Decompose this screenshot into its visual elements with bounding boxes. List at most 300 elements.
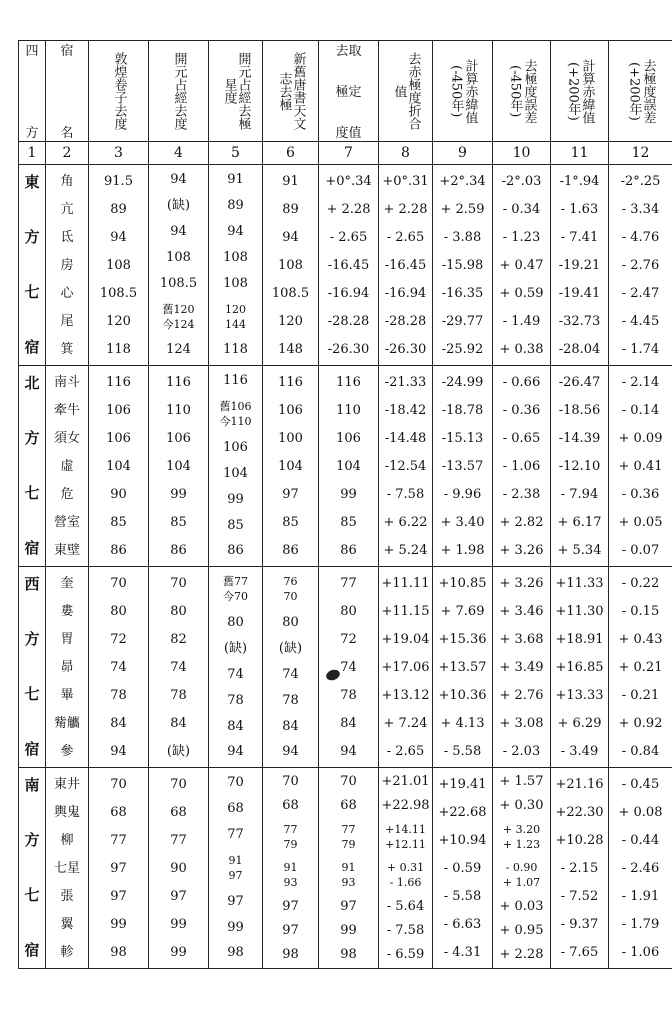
value-line: +12.11 xyxy=(385,837,426,851)
value: -18.42 xyxy=(384,402,427,418)
value: + 3.49 xyxy=(499,659,544,675)
value: + 0.21 xyxy=(618,659,663,675)
value: -2°.03 xyxy=(501,173,542,189)
value: 78 xyxy=(340,687,357,703)
value-line: 120 xyxy=(225,302,246,316)
value: - 0.36 xyxy=(621,486,660,502)
lodge-name: 南斗 xyxy=(53,374,80,390)
value: + 3.08 xyxy=(499,715,544,731)
value: 85 xyxy=(282,514,299,530)
value: 85 xyxy=(227,517,244,533)
value: 70 xyxy=(170,575,187,591)
value: - 6.63 xyxy=(443,916,482,932)
value: +22.68 xyxy=(438,804,487,820)
lodge-group-row xyxy=(19,366,672,567)
value: 110 xyxy=(336,402,361,418)
value: 99 xyxy=(170,486,187,502)
value: + 0.47 xyxy=(499,257,544,273)
lodge-name: 輿鬼 xyxy=(53,804,80,820)
value: 108 xyxy=(278,257,303,273)
value: - 3.88 xyxy=(443,229,482,245)
value: 74 xyxy=(340,659,357,675)
value: 94 xyxy=(282,229,299,245)
column-number: 8 xyxy=(379,142,433,165)
header-col-6 xyxy=(263,41,319,142)
value-line: 今124 xyxy=(162,317,195,331)
value: 98 xyxy=(340,946,357,962)
value: 74 xyxy=(170,659,187,675)
value: 106 xyxy=(223,440,248,456)
value: + 0.92 xyxy=(618,715,663,731)
value: 108.5 xyxy=(99,285,138,301)
value: 108 xyxy=(106,257,131,273)
cell-c3 xyxy=(89,768,149,969)
value: 90 xyxy=(170,860,187,876)
value: + 3.68 xyxy=(499,631,544,647)
value xyxy=(263,822,318,852)
value xyxy=(209,574,262,604)
cell-c8 xyxy=(379,768,433,969)
value: -32.73 xyxy=(558,313,601,329)
value: - 4.76 xyxy=(621,229,660,245)
value-line: 79 xyxy=(341,837,356,851)
value: 89 xyxy=(110,201,127,217)
value: 104 xyxy=(106,458,131,474)
value: 85 xyxy=(110,514,127,530)
header-label-top: 去取 xyxy=(335,44,362,59)
value: 120 xyxy=(106,313,131,329)
value: - 0.22 xyxy=(621,575,660,591)
lodge-name: 營室 xyxy=(53,514,80,530)
value: - 3.49 xyxy=(560,743,599,759)
cell-c8 xyxy=(379,567,433,768)
value: 68 xyxy=(340,798,357,814)
cell-c9 xyxy=(433,366,493,567)
value: + 4.13 xyxy=(440,715,485,731)
value-line: 91 xyxy=(228,853,243,867)
value-line: 93 xyxy=(283,876,298,890)
value: - 1.63 xyxy=(560,201,599,217)
column-number: 9 xyxy=(433,142,493,165)
value: 80 xyxy=(170,603,187,619)
column-number: 4 xyxy=(149,142,209,165)
value xyxy=(319,860,378,890)
cell-c5 xyxy=(209,567,263,768)
lodge-name: 婁 xyxy=(60,603,74,619)
value-line: 91 xyxy=(341,861,356,875)
lodge-name: 危 xyxy=(60,486,74,502)
value: +11.30 xyxy=(555,603,604,619)
star-table xyxy=(18,40,672,969)
header-label: 去極度誤差(-450年) xyxy=(507,58,537,124)
header-label: 開元占經去極星度 xyxy=(221,52,251,130)
value: 94 xyxy=(282,744,299,760)
value-line: 今70 xyxy=(223,590,248,604)
value: + 0.59 xyxy=(499,285,544,301)
value: (缺) xyxy=(166,743,191,759)
value xyxy=(149,302,208,332)
lodge-name: 亢 xyxy=(60,201,74,217)
header-label-bottom: 名 xyxy=(60,126,74,141)
value: + 3.26 xyxy=(499,575,544,591)
value: -21.33 xyxy=(384,374,427,390)
value-line: - 1.66 xyxy=(389,876,422,890)
value: 72 xyxy=(340,631,357,647)
column-number: 7 xyxy=(319,142,379,165)
value: - 5.64 xyxy=(386,899,425,915)
value: 99 xyxy=(170,944,187,960)
lodge-name: 牽牛 xyxy=(53,402,80,418)
value: 77 xyxy=(170,832,187,848)
cell-c12 xyxy=(609,366,672,567)
value: +13.33 xyxy=(555,687,604,703)
value: + 5.34 xyxy=(557,542,602,558)
header-col-8 xyxy=(379,41,433,142)
value: 108 xyxy=(223,249,248,265)
column-number: 10 xyxy=(493,142,551,165)
value: -29.77 xyxy=(441,313,484,329)
header-label: 敦煌卷子去度 xyxy=(111,52,127,130)
value: -26.47 xyxy=(558,374,601,390)
header-label-mid: 極定 xyxy=(335,85,362,100)
header-col-7 xyxy=(319,41,379,142)
value: 90 xyxy=(110,486,127,502)
value: +0°.31 xyxy=(382,173,429,189)
value xyxy=(319,822,378,852)
value: +15.36 xyxy=(438,631,487,647)
cell-c9 xyxy=(433,567,493,768)
value: 106 xyxy=(278,402,303,418)
value: -15.98 xyxy=(441,257,484,273)
cell-names xyxy=(46,165,89,366)
value: + 2.82 xyxy=(499,514,544,530)
value: 70 xyxy=(282,774,299,790)
value: + 3.26 xyxy=(499,542,544,558)
lodge-name: 東壁 xyxy=(53,542,80,558)
header-col-9 xyxy=(433,41,493,142)
direction-char: 七 xyxy=(24,685,40,703)
header-label-top: 宿 xyxy=(60,44,74,59)
direction-char: 七 xyxy=(24,484,40,502)
value: +18.91 xyxy=(555,631,604,647)
value: - 7.94 xyxy=(560,486,599,502)
value-line: 今110 xyxy=(219,415,252,429)
value: + 1.57 xyxy=(499,774,544,790)
value: 94 xyxy=(340,743,357,759)
lodge-name: 角 xyxy=(60,173,74,189)
value: 120 xyxy=(278,313,303,329)
direction-cell xyxy=(19,567,46,768)
header-label-top: 四 xyxy=(25,44,39,59)
value: 91 xyxy=(282,173,299,189)
value: +11.11 xyxy=(381,575,430,591)
value: + 0.38 xyxy=(499,341,544,357)
value: + 2.28 xyxy=(326,201,371,217)
value: 98 xyxy=(110,944,127,960)
value: +13.57 xyxy=(438,659,487,675)
header-col-10 xyxy=(493,41,551,142)
value: 77 xyxy=(110,832,127,848)
value: +17.06 xyxy=(381,659,430,675)
value: +10.85 xyxy=(438,575,487,591)
value xyxy=(209,302,262,332)
cell-c4 xyxy=(149,366,209,567)
value: - 1.49 xyxy=(502,313,541,329)
value: -13.57 xyxy=(441,458,484,474)
value: - 0.45 xyxy=(621,776,660,792)
value: 108.5 xyxy=(159,275,198,291)
value: - 1.06 xyxy=(621,944,660,960)
value: +22.98 xyxy=(381,798,430,814)
column-number: 5 xyxy=(209,142,263,165)
value-line: 舊106 xyxy=(219,400,252,414)
column-number: 3 xyxy=(89,142,149,165)
lodge-name: 東井 xyxy=(53,776,80,792)
value: - 0.44 xyxy=(621,832,660,848)
value: 84 xyxy=(170,715,187,731)
lodge-name: 須女 xyxy=(53,430,80,446)
cell-c3 xyxy=(89,165,149,366)
header-col-3 xyxy=(89,41,149,142)
lodge-name: 昴 xyxy=(60,659,74,675)
cell-c8 xyxy=(379,366,433,567)
value-line: 93 xyxy=(341,876,356,890)
cell-c10 xyxy=(493,366,551,567)
value: +11.15 xyxy=(381,603,430,619)
value: - 0.21 xyxy=(621,687,660,703)
value: + 3.46 xyxy=(499,603,544,619)
header-label: 去赤極度折合值 xyxy=(391,52,421,130)
value: -26.30 xyxy=(327,341,370,357)
cell-c9 xyxy=(433,165,493,366)
header-label-bottom: 度值 xyxy=(335,126,362,141)
value-line: + 0.31 xyxy=(386,861,425,875)
header-col-11 xyxy=(551,41,609,142)
cell-names xyxy=(46,366,89,567)
value: -26.30 xyxy=(384,341,427,357)
value: +22.30 xyxy=(555,804,604,820)
value: 116 xyxy=(223,373,248,389)
lodge-name: 氐 xyxy=(60,229,74,245)
cell-c7 xyxy=(319,366,379,567)
value: - 2.14 xyxy=(621,374,660,390)
column-number: 12 xyxy=(609,142,672,165)
value: 84 xyxy=(282,718,299,734)
value: (缺) xyxy=(166,198,191,214)
value: + 7.69 xyxy=(440,603,485,619)
value: -19.21 xyxy=(558,257,601,273)
value-line: +14.11 xyxy=(385,822,426,836)
column-number: 2 xyxy=(46,142,89,165)
value: - 9.96 xyxy=(443,486,482,502)
lodge-name: 畢 xyxy=(60,687,74,703)
cell-names xyxy=(46,567,89,768)
cell-c6 xyxy=(263,768,319,969)
cell-c7 xyxy=(319,768,379,969)
value-line: 77 xyxy=(341,822,356,836)
value: 94 xyxy=(227,224,244,240)
value: 77 xyxy=(340,575,357,591)
lodge-name: 奎 xyxy=(60,575,74,591)
value: -2°.25 xyxy=(620,173,661,189)
value: 100 xyxy=(278,430,303,446)
value: -1°.94 xyxy=(559,173,600,189)
value: 99 xyxy=(110,916,127,932)
lodge-group-row xyxy=(19,567,672,768)
value xyxy=(263,860,318,890)
header-label: 計算赤緯值(+200年) xyxy=(565,58,595,124)
direction-char: 北 xyxy=(24,374,40,392)
value: - 0.34 xyxy=(502,201,541,217)
value: 94 xyxy=(110,743,127,759)
value: - 7.52 xyxy=(560,888,599,904)
cell-c5 xyxy=(209,165,263,366)
value-line: 79 xyxy=(283,837,298,851)
value: 118 xyxy=(106,341,131,357)
lodge-name: 虛 xyxy=(60,458,74,474)
cell-c10 xyxy=(493,768,551,969)
direction-cell xyxy=(19,768,46,969)
value: 106 xyxy=(106,402,131,418)
value: 74 xyxy=(110,659,127,675)
lodge-name: 柳 xyxy=(60,832,74,848)
cell-c12 xyxy=(609,165,672,366)
value: 78 xyxy=(227,692,244,708)
value: -12.10 xyxy=(558,458,601,474)
value xyxy=(209,853,262,883)
value: 116 xyxy=(336,374,361,390)
cell-c8 xyxy=(379,165,433,366)
value: 72 xyxy=(110,631,127,647)
value: 78 xyxy=(170,687,187,703)
cell-c11 xyxy=(551,768,609,969)
value: 97 xyxy=(110,860,127,876)
value: - 2.46 xyxy=(621,860,660,876)
cell-c4 xyxy=(149,165,209,366)
value: + 0.03 xyxy=(499,899,544,915)
value-line: 144 xyxy=(225,317,246,331)
header-row xyxy=(19,41,672,142)
direction-char: 方 xyxy=(24,630,40,648)
value: + 3.40 xyxy=(440,514,485,530)
value: - 0.66 xyxy=(502,374,541,390)
value-line: 91 xyxy=(283,861,298,875)
lodge-group-row xyxy=(19,165,672,366)
value: - 9.37 xyxy=(560,916,599,932)
value: 98 xyxy=(282,946,299,962)
value: 74 xyxy=(282,666,299,682)
value: 108 xyxy=(223,275,248,291)
value: 104 xyxy=(278,458,303,474)
value-line: 77 xyxy=(283,822,298,836)
direction-char: 西 xyxy=(24,575,40,593)
value: -16.45 xyxy=(384,257,427,273)
value: -18.78 xyxy=(441,402,484,418)
value: (缺) xyxy=(223,641,248,657)
direction-char: 南 xyxy=(24,776,40,794)
value: 68 xyxy=(110,804,127,820)
value: - 4.31 xyxy=(443,944,482,960)
value-line: - 0.90 xyxy=(505,861,538,875)
cell-c10 xyxy=(493,165,551,366)
value: - 5.58 xyxy=(443,743,482,759)
value: 80 xyxy=(227,615,244,631)
value: +21.01 xyxy=(381,774,430,790)
cell-c4 xyxy=(149,567,209,768)
value: -14.39 xyxy=(558,430,601,446)
cell-c10 xyxy=(493,567,551,768)
value-line: 97 xyxy=(228,868,243,882)
value: 68 xyxy=(170,804,187,820)
value: 68 xyxy=(282,798,299,814)
column-number-row xyxy=(19,142,672,165)
value: -15.13 xyxy=(441,430,484,446)
value: - 6.59 xyxy=(386,946,425,962)
value: 99 xyxy=(170,916,187,932)
value: - 2.65 xyxy=(386,743,425,759)
value: 97 xyxy=(110,888,127,904)
value: + 0.09 xyxy=(618,430,663,446)
column-number: 11 xyxy=(551,142,609,165)
value: +2°.34 xyxy=(439,173,486,189)
lodge-name: 張 xyxy=(60,888,74,904)
value: - 2.65 xyxy=(329,229,368,245)
value: 80 xyxy=(282,615,299,631)
value: 97 xyxy=(227,893,244,909)
value: 116 xyxy=(278,374,303,390)
value-line: + 3.20 xyxy=(502,822,541,836)
value: 77 xyxy=(227,827,244,843)
value: 84 xyxy=(340,715,357,731)
value: 99 xyxy=(227,919,244,935)
value: -16.45 xyxy=(327,257,370,273)
value: -16.35 xyxy=(441,285,484,301)
header-col-1 xyxy=(19,41,46,142)
cell-c7 xyxy=(319,165,379,366)
value: 106 xyxy=(166,430,191,446)
direction-char: 方 xyxy=(24,831,40,849)
value: 86 xyxy=(110,542,127,558)
direction-char: 七 xyxy=(24,886,40,904)
value: 70 xyxy=(170,776,187,792)
lodge-name: 箕 xyxy=(60,341,74,357)
value: 98 xyxy=(227,945,244,961)
value: - 2.65 xyxy=(386,229,425,245)
direction-cell xyxy=(19,165,46,366)
direction-char: 方 xyxy=(24,228,40,246)
value: -19.41 xyxy=(558,285,601,301)
cell-c6 xyxy=(263,165,319,366)
value: 99 xyxy=(340,922,357,938)
value: 104 xyxy=(223,465,248,481)
lodge-name: 軫 xyxy=(60,944,74,960)
cell-names xyxy=(46,768,89,969)
value: - 0.14 xyxy=(621,402,660,418)
header-col-5 xyxy=(209,41,263,142)
value: +16.85 xyxy=(555,659,604,675)
value: 94 xyxy=(170,224,187,240)
value: 74 xyxy=(227,666,244,682)
direction-char: 宿 xyxy=(24,539,40,557)
value: 110 xyxy=(166,402,191,418)
header-label: 計算赤緯值(-450年) xyxy=(448,58,478,124)
value-line: + 1.07 xyxy=(502,876,541,890)
value: 99 xyxy=(227,491,244,507)
column-number: 6 xyxy=(263,142,319,165)
value: + 0.95 xyxy=(499,922,544,938)
cell-c5 xyxy=(209,768,263,969)
value: +10.36 xyxy=(438,687,487,703)
